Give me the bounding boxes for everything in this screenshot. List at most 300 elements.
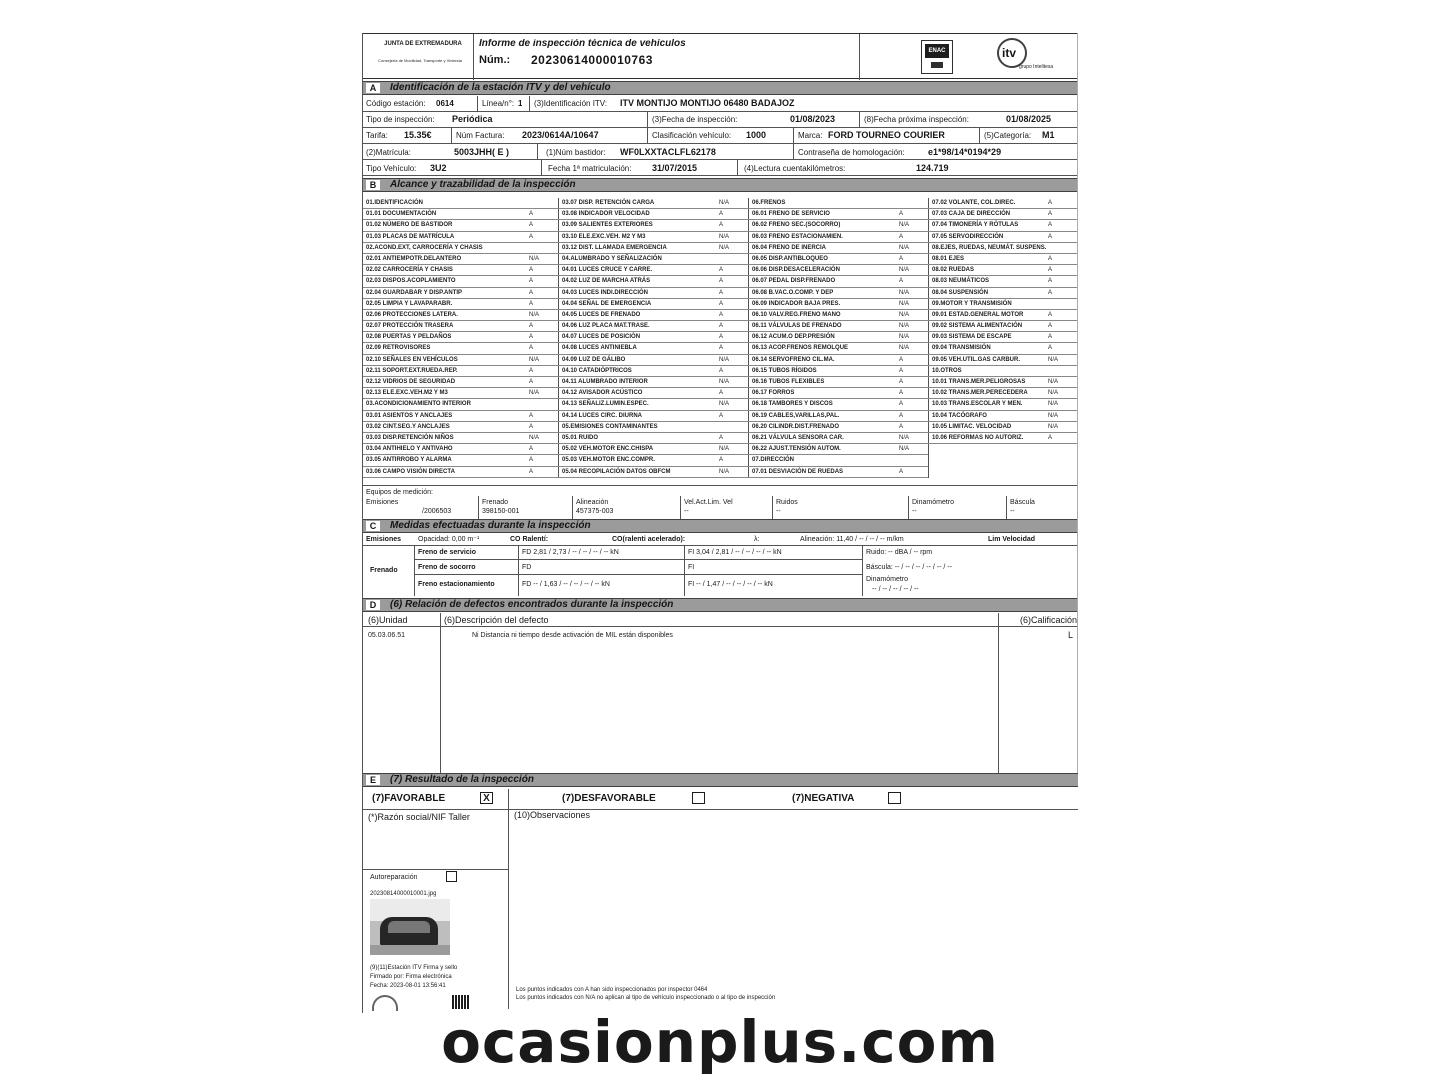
checklist-item-label: 01.02 NÚMERO DE BASTIDOR [366, 222, 453, 229]
checklist-item-label: 06.05 DISP.ANTIBLOQUEO [752, 255, 828, 262]
checklist-item-value: N/A [899, 323, 910, 330]
checklist-item-value: N/A [529, 311, 540, 318]
checklist-item-value: A [899, 401, 904, 408]
marca: FORD TOURNEO COURIER [828, 130, 945, 140]
ocasionplus-logo: ocasionplus.com [441, 1008, 999, 1076]
checklist-item-label: 05.02 VEH.MOTOR ENC.CHISPA [562, 446, 654, 453]
checklist-item-label: 03.06 CAMPO VISIÓN DIRECTA [366, 468, 455, 475]
checklist-item-label: 02.05 LIMPIA Y LAVAPARABR. [366, 300, 453, 307]
section-c-header: C Medidas efectuadas durante la inspección [362, 519, 1078, 533]
checklist-item [362, 355, 558, 366]
checklist-item-label: 03.12 DIST. LLAMADA EMERGENCIA [562, 244, 667, 251]
checklist-item-value: A [899, 412, 904, 419]
inspection-report [362, 33, 1078, 1013]
checklist-item-label: 06.18 TAMBORES Y DISCOS [752, 401, 833, 408]
checklist-item-value: N/A [1048, 412, 1059, 419]
result-negativa-checkbox [888, 792, 901, 804]
agency-sub: Consejería de Movilidad, Transporte y Vivienda [378, 58, 462, 63]
enac-logo: ENAC [921, 40, 953, 74]
report-title: Informe de inspección técnica de vehículos [479, 39, 686, 49]
checklist-item [362, 198, 558, 209]
checklist-item [362, 422, 558, 433]
checklist-item-value: A [529, 423, 534, 430]
checklist-item [928, 232, 1078, 243]
checklist-item [558, 310, 748, 321]
checklist-item-label: 02.ACOND.EXT, CARROCERÍA Y CHASIS [366, 244, 483, 251]
checklist-col-3 [748, 198, 929, 478]
checklist-item-value: N/A [899, 345, 910, 352]
checklist-item-value: A [719, 289, 724, 296]
checklist-item-value: N/A [719, 356, 730, 363]
note-1: Los puntos indicados con A han sido inspeccionados por inspector 0464 [516, 987, 708, 993]
checklist-item [558, 422, 748, 433]
checklist-item [558, 299, 748, 310]
checklist-item-label: 10.OTROS [932, 367, 962, 374]
checklist-item-value: A [899, 211, 904, 218]
checklist-item [748, 254, 928, 265]
checklist-item [362, 444, 558, 455]
checklist-item-label: 04.07 LUCES DE POSICIÓN [562, 334, 641, 341]
checklist-item-value: A [1048, 434, 1053, 441]
checklist-item [748, 310, 928, 321]
checklist-item-value: A [719, 278, 724, 285]
checklist-col-4 [928, 198, 1078, 444]
checklist-item-value: N/A [719, 244, 730, 251]
checklist-item-value: A [1048, 211, 1053, 218]
checklist-item-label: 06.20 CILINDR.DIST.FRENADO [752, 423, 840, 430]
photo-filename: 20230814000010001.jpg [370, 891, 437, 897]
defect-qualification: L [1068, 630, 1074, 640]
checklist-item-label: 10.01 TRANS.MER.PELIGROSAS [932, 379, 1026, 385]
checklist-item [558, 265, 748, 276]
result-details: (*)Razón social/NIF Taller (10)Observaciones Autoreparación 20230814000010001.jpg (9)(11)Estación ITV Firma y sello Firmado por: Firma electrónica Fecha: 2023-08-01 13:56:41 Los puntos indicados con A han sido inspeccionados por inspector 0464 Los puntos indicados con N/A no aplican al tipo de vehículo inspeccionado o al tipo de inspección [362, 809, 1078, 1013]
checklist-item [558, 232, 748, 243]
checklist-item-value: A [529, 222, 534, 229]
checklist-item-label: 04.ALUMBRADO Y SEÑALIZACIÓN [562, 255, 662, 262]
checklist-item-label: 07.DIRECCIÓN [752, 457, 795, 464]
checklist-item [362, 377, 558, 388]
checklist-item-value: A [529, 379, 534, 385]
checklist-item [362, 243, 558, 254]
checklist-item [748, 232, 928, 243]
checklist-item [748, 355, 928, 366]
checklist-item-value: A [529, 457, 534, 464]
result-favorable-label: (7)FAVORABLE [372, 793, 446, 804]
checklist-item [928, 299, 1078, 310]
checklist-item-label: 07.04 TIMONERÍA Y RÓTULAS [932, 222, 1019, 229]
checklist-item-label: 08.EJES, RUEDAS, NEUMÁT. SUSPENS. [932, 244, 1047, 251]
checklist-item [928, 310, 1078, 321]
checklist-item-value: N/A [719, 401, 730, 408]
checklist-item-value: N/A [719, 200, 730, 206]
checklist-item-value: A [529, 300, 534, 307]
checklist-item-value: A [1048, 255, 1053, 262]
report-num-label: Núm.: [479, 54, 511, 66]
checklist-item [558, 411, 748, 422]
checklist-item-label: 08.04 SUSPENSIÓN [932, 289, 989, 296]
checklist-item-value: A [899, 367, 904, 374]
checklist-item [748, 388, 928, 399]
checklist-item-label: 03.09 SALIENTES EXTERIORES [562, 222, 653, 229]
checklist-item [362, 276, 558, 287]
checklist-item-label: 03.01 ASIENTOS Y ANCLAJES [366, 412, 453, 419]
section-a-header: A Identificación de la estación ITV y del vehículo [362, 81, 1078, 95]
checklist-item [928, 411, 1078, 422]
checklist-item-value: A [719, 211, 724, 218]
checklist-item-value: A [529, 412, 534, 419]
checklist-item-label: 03.05 ANTIRROBO Y ALARMA [366, 457, 452, 464]
checklist-item-label: 07.05 SERVODIRECCIÓN [932, 233, 1004, 240]
checklist-item-label: 10.06 REFORMAS NO AUTORIZ. [932, 434, 1024, 441]
checklist-item [748, 422, 928, 433]
checklist-item [362, 388, 558, 399]
checklist-item-label: 04.02 LUZ DE MARCHA ATRÁS [562, 278, 651, 285]
checklist-item-value: N/A [899, 222, 910, 229]
checklist-item [748, 332, 928, 343]
checklist-item-value: A [719, 345, 724, 352]
checklist-item [928, 433, 1078, 444]
checklist-item-label: 07.03 CAJA DE DIRECCIÓN [932, 211, 1011, 218]
checklist-item-value: A [1048, 289, 1053, 296]
codigo-estacion: 0614 [436, 99, 454, 108]
checklist-item-value: N/A [719, 446, 730, 453]
checklist-item-label: 06.11 VÁLVULAS DE FRENADO [752, 323, 842, 330]
checklist-item-value: A [1048, 345, 1053, 352]
tarifa: 15.35€ [404, 130, 432, 140]
checklist-item-label: 02.04 GUARDABAR Y DISP.ANTIP [366, 289, 463, 296]
checklist-item [362, 433, 558, 444]
checklist-item-value: A [719, 323, 724, 330]
checklist-item-label: 06.15 TUBOS RÍGIDOS [752, 367, 817, 374]
checklist-item [558, 321, 748, 332]
checklist-item-value: A [1048, 311, 1053, 318]
checklist-item-label: 01.IDENTIFICACIÓN [366, 200, 424, 206]
checklist-item-label: 02.11 SOPORT.EXT.RUEDA.REP. [366, 367, 458, 374]
checklist-item [362, 399, 558, 410]
checklist-item-label: 10.02 TRANS.MER.PERECEDERA [932, 390, 1028, 397]
checklist-item-label: 06.14 SERVOFRENO CIL.MA. [752, 356, 835, 363]
checklist-item [362, 332, 558, 343]
checklist-item-value: A [529, 345, 534, 352]
checklist-item-value: A [529, 278, 534, 285]
fecha-proxima-inspeccion: 01/08/2025 [1006, 114, 1052, 124]
checklist-item-label: 06.16 TUBOS FLEXIBLES [752, 379, 825, 385]
section-a-row-5: Tipo Vehículo: 3U2 Fecha 1ª matriculación: 31/07/2015 (4)Lectura cuentakilómetros: 124.719 [362, 160, 1078, 176]
checklist-item-label: 04.01 LUCES CRUCE Y CARRE. [562, 267, 653, 274]
checklist-item [748, 198, 928, 209]
checklist-item-value: N/A [899, 334, 910, 341]
checklist-item-value: A [719, 222, 724, 229]
checklist-item-value: A [1048, 222, 1053, 229]
checklist-item [362, 321, 558, 332]
checklist-item [748, 288, 928, 299]
checklist-item-label: 06.04 FRENO DE INERCIA [752, 244, 827, 251]
checklist-item-label: 05.EMISIONES CONTAMINANTES [562, 423, 658, 430]
matricula: 5003JHH( E ) [454, 147, 510, 157]
checklist-item-label: 06.17 FORROS [752, 390, 795, 397]
checklist-item [558, 288, 748, 299]
checklist-item-value: N/A [1048, 423, 1059, 430]
defect-unit: 05.03.06.51 [368, 632, 405, 639]
agency-name: JUNTA DE EXTREMADURA [384, 41, 462, 47]
checklist-item-value: A [1048, 323, 1053, 330]
checklist-item-value: A [719, 334, 724, 341]
checklist-item-label: 06.13 ACOP.FRENOS REMOLQUE [752, 345, 849, 352]
checklist-item-label: 06.21 VÁLVULA SENSORA CAR. [752, 434, 844, 441]
section-a-row-1: Código estación: 0614 Línea/n°: 1 (3)Identificación ITV: ITV MONTIJO MONTIJO 06480 BADAJOZ [362, 96, 1078, 112]
section-d-header: D (6) Relación de defectos encontrados durante la inspección [362, 598, 1078, 612]
numero-factura: 2023/0614A/10647 [522, 130, 599, 140]
checklist-item-value: A [719, 267, 724, 274]
checklist-item-value: N/A [529, 390, 540, 397]
checklist-item-label: 09.MOTOR Y TRANSMISIÓN [932, 300, 1012, 307]
checklist-item [928, 355, 1078, 366]
autoreparacion-checkbox [446, 871, 457, 882]
checklist-item-value: A [529, 468, 534, 475]
checklist-item-label: 05.03 VEH.MOTOR ENC.COMPR. [562, 457, 655, 464]
checklist-item-value: N/A [899, 434, 910, 441]
checklist-item-label: 04.03 LUCES INDI.DIRECCIÓN [562, 289, 649, 296]
checklist-item-label: 04.14 LUCES CIRC. DIURNA [562, 412, 643, 419]
defects-table: (6)Unidad (6)Descripción del defecto (6)Calificación 05.03.06.51 Ni Distancia ni tiempo desde activación de MIL están disponibles L [362, 613, 1078, 774]
checklist-item-label: 04.05 LUCES DE FRENADO [562, 311, 641, 318]
checklist-item-value: A [719, 457, 724, 464]
checklist-item-label: 04.08 LUCES ANTINIEBLA [562, 345, 637, 352]
checklist-item-value: N/A [719, 468, 730, 475]
result-desfavorable-checkbox [692, 792, 705, 804]
checklist-item-label: 03.ACONDICIONAMIENTO INTERIOR [366, 401, 471, 408]
checklist-item-value: A [1048, 233, 1053, 240]
checklist-item-value: A [1048, 334, 1053, 341]
checklist-item [928, 388, 1078, 399]
checklist-item-value: A [1048, 200, 1053, 206]
checklist-item-value: A [529, 211, 534, 218]
checklist-item-value: N/A [899, 289, 910, 296]
checklist-item-label: 07.02 VOLANTE, COL.DIREC. [932, 200, 1016, 206]
checklist-item-label: 03.04 ANTIHIELO Y ANTIVAHO [366, 446, 453, 453]
checklist-item-label: 03.02 CINT.SEG.Y ANCLAJES [366, 423, 450, 430]
checklist-item-value: N/A [899, 446, 910, 453]
checklist-item [928, 209, 1078, 220]
checklist-item [928, 332, 1078, 343]
checklist-item-label: 09.01 ESTAD.GENERAL MOTOR [932, 311, 1024, 318]
checklist-item [928, 276, 1078, 287]
checklist-item [748, 444, 928, 455]
checklist-item-label: 09.02 SISTEMA ALIMENTACIÓN [932, 323, 1023, 330]
checklist-item-label: 02.01 ANTIEMPOTR.DELANTERO [366, 255, 462, 262]
checklist-item-value: A [719, 390, 724, 397]
numero-bastidor: WF0LXXTACLFL62178 [620, 147, 716, 157]
checklist-item-label: 03.10 ELE.EXC.VEH. M2 Y M3 [562, 233, 646, 240]
checklist-item-value: A [1048, 278, 1053, 285]
checklist-item-value: A [899, 255, 904, 262]
result-favorable-checkbox: X [480, 792, 493, 804]
checklist-item-label: 06.08 B.VAC.O.COMP. Y DEP [752, 289, 834, 296]
checklist-item-value: A [529, 446, 534, 453]
checklist-item-label: 04.10 CATADIÓPTRICOS [562, 367, 632, 374]
result-desfavorable-label: (7)DESFAVORABLE [562, 793, 656, 804]
checklist-item [558, 444, 748, 455]
checklist-item-label: 10.03 TRANS.ESCOLAR Y MEN. [932, 401, 1023, 408]
lectura-cuentakilometros: 124.719 [916, 163, 949, 173]
checklist-item-label: 04.13 SEÑALIZ.LUMIN.ESPEC. [562, 401, 649, 408]
checklist-item [558, 220, 748, 231]
checklist-item-label: 06.02 FRENO SEC.(SOCORRO) [752, 222, 841, 229]
checklist-item-label: 04.12 AVISADOR ACÚSTICO [562, 390, 643, 397]
checklist-item [558, 343, 748, 354]
checklist-item-label: 02.10 SEÑALES EN VEHÍCULOS [366, 356, 458, 363]
checklist-item [928, 377, 1078, 388]
checklist-item [748, 299, 928, 310]
checklist-item [362, 254, 558, 265]
checklist-item-value: A [899, 468, 904, 475]
checklist-item-label: 06.FRENOS [752, 200, 786, 206]
checklist-item-value: A [719, 300, 724, 307]
checklist-item [928, 198, 1078, 209]
checklist-item [362, 265, 558, 276]
checklist-item [362, 288, 558, 299]
checklist-item [748, 366, 928, 377]
checklist-item-value: A [899, 379, 904, 385]
checklist-item-value: N/A [899, 311, 910, 318]
checklist-item-value: A [719, 434, 724, 441]
checklist-item-label: 06.07 PEDAL DISP.FRENADO [752, 278, 836, 285]
checklist-item [748, 220, 928, 231]
checklist-item [362, 310, 558, 321]
checklist-item [558, 388, 748, 399]
checklist-item-label: 06.12 ACUM.O DEP.PRESIÓN [752, 334, 835, 341]
result-negativa-label: (7)NEGATIVA [792, 793, 855, 804]
checklist-item-label: 06.19 CABLES,VARILLAS,PAL. [752, 412, 840, 419]
checklist-item-label: 07.01 DESVIACIÓN DE RUEDAS [752, 468, 844, 475]
checklist-item-value: N/A [899, 300, 910, 307]
checklist-item-label: 02.13 ELE.EXC.VEH.M2 Y M3 [366, 390, 448, 397]
checklist-item [928, 288, 1078, 299]
checklist-item-label: 02.02 CARROCERÍA Y CHASIS [366, 267, 453, 274]
checklist-item [362, 366, 558, 377]
checklist-item-label: 03.07 DISP. RETENCIÓN CARGA [562, 200, 655, 206]
checklist-item [748, 321, 928, 332]
checklist-item [558, 198, 748, 209]
checklist-item-value: A [529, 289, 534, 296]
checklist-item [748, 411, 928, 422]
note-2: Los puntos indicados con N/A no aplican al tipo de vehículo inspeccionado o al tipo de inspección [516, 995, 776, 1001]
checklist-item-label: 06.22 AJUST.TENSIÓN AUTOM. [752, 446, 841, 453]
checklist-item-label: 06.10 VALV.REG.FRENO MANO [752, 311, 841, 318]
checklist-item-value: N/A [529, 434, 540, 441]
checklist-item-value: N/A [1048, 390, 1059, 397]
checklist-item-label: 04.09 LUZ DE GÁLIBO [562, 356, 626, 363]
checklist-col-2 [558, 198, 749, 478]
section-a-row-4: (2)Matrícula: 5003JHH( E ) (1)Núm bastidor: WF0LXXTACLFL62178 Contraseña de homologación: e1*98/14*0194*29 [362, 144, 1078, 160]
checklist-item-label: 06.09 INDICADOR BAJA PRES. [752, 300, 841, 307]
checklist-item [362, 209, 558, 220]
checklist-item [362, 299, 558, 310]
checklist-item [928, 321, 1078, 332]
checklist-item-label: 02.12 VIDRIOS DE SEGURIDAD [366, 379, 456, 385]
clasificacion-vehiculo: 1000 [746, 130, 767, 140]
checklist-item [748, 455, 928, 466]
checklist-item-value: A [719, 367, 724, 374]
section-a-row-3: Tarifa: 15.35€ Núm Factura: 2023/0614A/10647 Clasificación vehículo: 1000 Marca: FORD TOURNEO COURIER (5)Categoría: M1 [362, 128, 1078, 144]
contrasena-homologacion: e1*98/14*0194*29 [928, 147, 1002, 157]
defect-description: Ni Distancia ni tiempo desde activación de MIL están disponibles [472, 632, 673, 639]
checklist-item [558, 355, 748, 366]
checklist-item [558, 377, 748, 388]
checklist-item-value: N/A [1048, 356, 1059, 363]
checklist-item-value: N/A [529, 255, 540, 262]
checklist-item [748, 276, 928, 287]
checklist-item-value: N/A [529, 356, 540, 363]
tipo-inspeccion: Periódica [452, 114, 493, 124]
checklist-item [748, 399, 928, 410]
checklist-item-label: 08.02 RUEDAS [932, 267, 975, 274]
checklist-item-label: 02.08 PUERTAS Y PELDAÑOS [366, 334, 452, 341]
measurements: Emisiones Opacidad: 0,00 m⁻¹ CO Ralentí: CO(ralenti acelerado): λ: Alineación: 11,40 / -- / -- / -- m/km Lim Velocidad Frenado Freno de servicio FD 2,81 / 2,73 / -- / -- / -- / -- kN FI 3,04 / 2,81 / -- / -- / -- / -- kN Freno de socorro FD FI Freno estacionamiento FD -- / 1,63 / -- / -- / -- / -- kN FI -- / 1,47 / -- / -- / -- / -- kN Ruido: -- dBA / -- rpm Báscula: -- / -- / -- / -- / -- / -- Dinamómetro -- / -- / -- / -- / -- [362, 534, 1078, 596]
checklist-item-value: A [529, 323, 534, 330]
checklist-item-value: N/A [899, 244, 910, 251]
checklist-item-value: A [529, 267, 534, 274]
checklist-item-value: A [899, 233, 904, 240]
checklist-item [558, 209, 748, 220]
checklist-item [748, 265, 928, 276]
fecha-matriculacion: 31/07/2015 [652, 163, 698, 173]
checklist-item-label: 05.01 RUIDO [562, 434, 599, 441]
checklist-item-value: N/A [719, 379, 730, 385]
checklist-item-label: 01.03 PLACAS DE MATRÍCULA [366, 233, 455, 240]
checklist-item [558, 332, 748, 343]
checklist-item-label: 02.09 RETROVISORES [366, 345, 431, 352]
checklist-item [928, 343, 1078, 354]
checklist-item [362, 343, 558, 354]
checklist-item-value: A [899, 390, 904, 397]
checklist-item-value: A [899, 278, 904, 285]
checklist-item-label: 04.06 LUZ PLACA MAT.TRASE. [562, 323, 650, 330]
checklist-item-value: A [529, 367, 534, 374]
checklist-item-value: A [719, 412, 724, 419]
checklist-item-label: 09.05 VEH.UTIL.GAS CARBUR. [932, 356, 1021, 363]
checklist-item [558, 366, 748, 377]
checklist-item [928, 220, 1078, 231]
section-b-header: B Alcance y trazabilidad de la inspección [362, 178, 1078, 192]
checklist-item-value: A [899, 423, 904, 430]
checklist-item [362, 232, 558, 243]
checklist-item [558, 455, 748, 466]
checklist-item [748, 343, 928, 354]
itv-group: grupo Intelitesa [1019, 64, 1054, 70]
checklist-item-value: A [1048, 267, 1053, 274]
checklist-item [748, 243, 928, 254]
checklist-item [362, 467, 558, 478]
checklist-item-label: 02.03 DISPOS.ACOPLAMIENTO [366, 278, 456, 285]
checklist-item-label: 01.01 DOCUMENTACIÓN [366, 211, 437, 218]
checklist-item [928, 254, 1078, 265]
checklist-item-label: 03.03 DISP.RETENCIÓN NIÑOS [366, 434, 454, 441]
checklist-item [928, 422, 1078, 433]
checklist-item-label: 10.04 TACÓGRAFO [932, 412, 987, 419]
checklist-item-label: 06.06 DISP.DESACELERACIÓN [752, 267, 840, 274]
checklist-item [928, 265, 1078, 276]
checklist-item-value: A [719, 311, 724, 318]
checklist-item [748, 209, 928, 220]
checklist-item-value: N/A [1048, 379, 1059, 385]
checklist-item-label: 04.11 ALUMBRADO INTERIOR [562, 379, 648, 385]
section-e-header: E (7) Resultado de la inspección [362, 773, 1078, 787]
equipos-medicion: Equipos de medición: Emisiones /2006503 Frenado 398150-001 Alineación 457375-003 Vel.Act.Lim. Vel -- Ruidos -- Dinamómetro -- Báscula -- [362, 485, 1078, 521]
checklist-col-1 [362, 198, 559, 478]
checklist-item-value: A [529, 233, 534, 240]
result-row [362, 789, 1078, 810]
